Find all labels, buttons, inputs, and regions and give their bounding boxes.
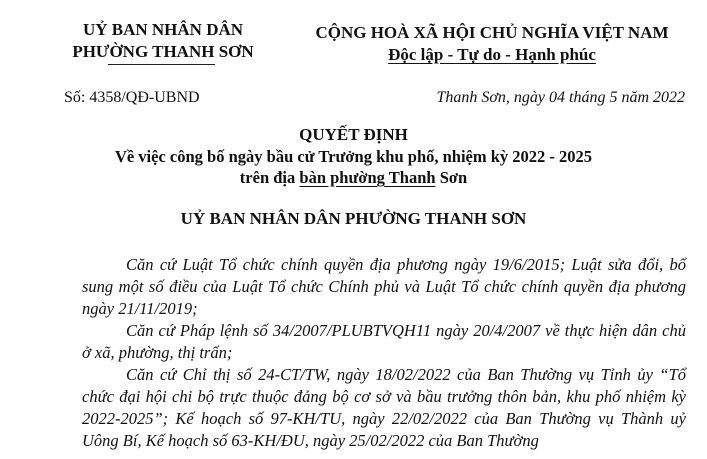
issuer-line-1: UỶ BAN NHÂN DÂN — [82, 20, 244, 39]
body-paragraph: Căn cứ Chỉ thị số 24-CT/TW, ngày 18/02/2022 của Ban Thường vụ Tỉnh ủy “Tổ chức đại hội chi bộ trực thuộc đảng bộ cơ sở và bầu trưởng thôn bản, khu phố nhiệm kỳ 2022-2025”; Kế hoạch số 97-KH/TU, ngày 22/02/2022 của Ban Thường vụ Thành uỷ Uông Bí, Kế hoạch số 63-KH/ĐU, ngày 25/02/2022 của Ban Thường — [82, 365, 686, 450]
issuer-heading: UỶ BAN NHÂN DÂN PHƯỜNG THANH SƠN — [180, 209, 527, 228]
body-paragraph: Căn cứ Luật Tổ chức chính quyền địa phương ngày 19/6/2015; Luật sửa đổi, bổ sung một số điều của Luật Tổ chức Chính phủ và Luật Tổ chức chính quyền địa phương ngày 21/11/2019; — [82, 255, 686, 318]
subtitle-line-2 — [0, 167, 707, 188]
subtitle-line-2-post: Sơn — [435, 168, 468, 187]
issuer-underline-rule — [108, 64, 215, 65]
motto: Độc lập - Tự do - Hạnh phúc — [388, 45, 596, 64]
subtitle-line-2-underlined: bàn phường Thanh — [299, 168, 436, 187]
document-title: QUYẾT ĐỊNH — [299, 125, 408, 144]
issuer-line-2: PHƯỜNG THANH SƠN — [72, 42, 254, 61]
nation-header — [282, 22, 702, 66]
body-paragraph: Căn cứ Pháp lệnh số 34/2007/PLUBTVQH11 ngày 20/4/2007 về thực hiện dân chủ ở xã, phường, thị trấn; — [82, 321, 686, 362]
nation-line: CỘNG HOÀ XÃ HỘI CHỦ NGHĨA VIỆT NAM — [315, 23, 669, 42]
document-number: Số: 4358/QĐ-UBND — [64, 89, 200, 106]
subtitle-line-2-pre: trên địa — [239, 168, 300, 187]
document-subtitle — [0, 146, 707, 188]
issuer-header — [38, 19, 288, 63]
document-body — [82, 254, 686, 452]
date-line: Thanh Sơn, ngày 04 tháng 5 năm 2022 — [436, 89, 685, 106]
subtitle-line-1: Về việc công bố ngày bầu cử Trưởng khu phố, nhiệm kỳ 2022 - 2025 — [114, 147, 593, 166]
